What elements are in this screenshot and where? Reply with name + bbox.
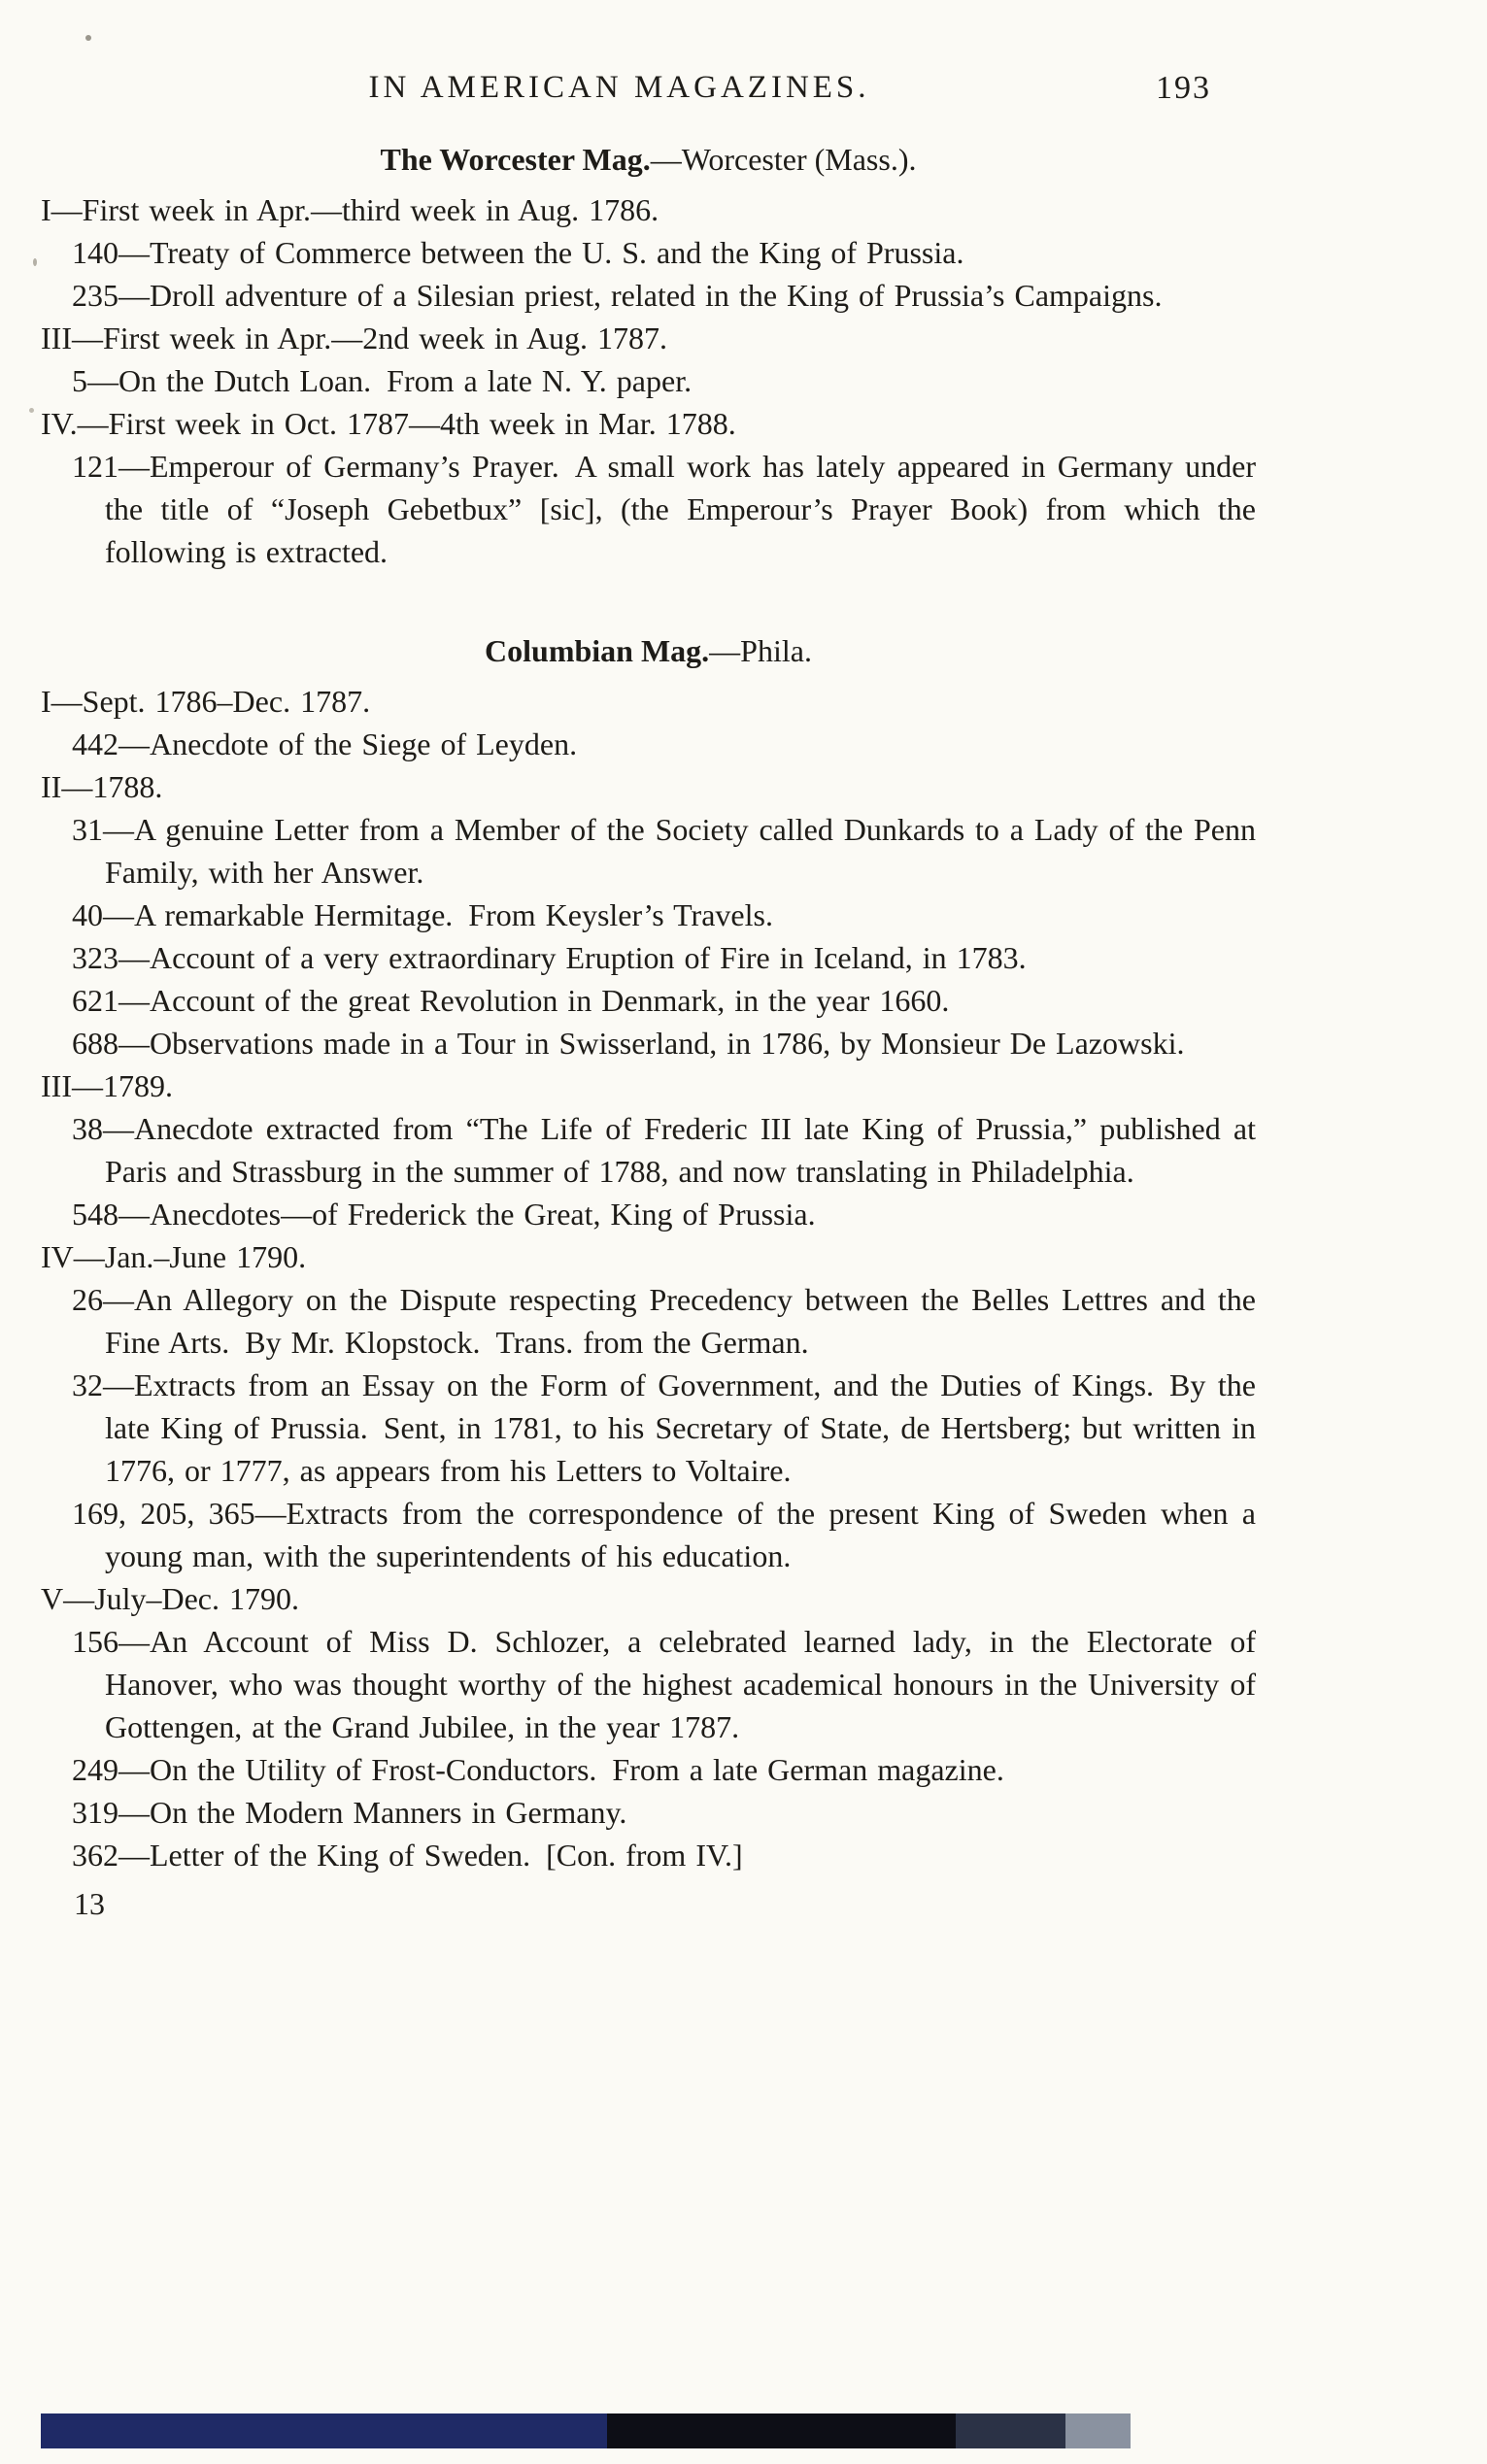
entry-article: 31—A genuine Letter from a Member of the Society called Dunkards to a Lady of the Penn Family, with her Answer. — [72, 812, 1256, 890]
entry-article: 442—Anecdote of the Siege of Leyden. — [72, 726, 578, 761]
scan-speck — [85, 35, 91, 41]
magazine-heading-worcester — [41, 138, 1256, 181]
strip-segment — [41, 2413, 607, 2448]
entry-volume: V—July–Dec. 1790. — [41, 1581, 299, 1616]
entry-article: 548—Anecdotes—of Frederick the Great, King of Prussia. — [72, 1197, 816, 1232]
magazine-title: Columbian Mag. — [485, 633, 710, 668]
entry-article: 323—Account of a very extraordinary Eruption of Fire in Iceland, in 1783. — [72, 940, 1027, 975]
entry-article: 249—On the Utility of Frost-Conductors. From a late German magazine. — [72, 1752, 1004, 1787]
entry-volume: I—Sept. 1786–Dec. 1787. — [41, 684, 371, 719]
strip-segment — [956, 2413, 1065, 2448]
entry-volume: III—First week in Apr.—2nd week in Aug. 1787. — [41, 321, 668, 355]
entry-article: 621—Account of the great Revolution in Denmark, in the year 1660. — [72, 983, 950, 1018]
page-header — [41, 70, 1256, 117]
entry-volume: IV—Jan.–June 1790. — [41, 1239, 307, 1274]
entry-article: 319—On the Modern Manners in Germany. — [72, 1795, 627, 1830]
entry-article: 235—Droll adventure of a Silesian priest, related in the King of Prussia’s Campaigns. — [72, 278, 1163, 313]
magazine-place: —Worcester (Mass.). — [650, 142, 917, 177]
scan-speck — [33, 258, 37, 266]
strip-segment — [607, 2413, 956, 2448]
strip-segment — [1065, 2413, 1131, 2448]
entry-article: 5—On the Dutch Loan. From a late N. Y. paper. — [72, 363, 693, 398]
running-title: IN AMERICAN MAGAZINES. — [368, 70, 870, 105]
page-number: 193 — [1156, 70, 1211, 106]
entry-article: 140—Treaty of Commerce between the U. S. and the King of Prussia. — [72, 235, 964, 270]
magazine-place: —Phila. — [709, 633, 812, 668]
entry-volume: III—1789. — [41, 1068, 173, 1103]
signature-mark: 13 — [74, 1886, 105, 1921]
magazine-title: The Worcester Mag. — [380, 142, 651, 177]
entry-article: 156—An Account of Miss D. Schlozer, a celebrated learned lady, in the Electorate of Hanover, who was thought worthy of the highest academical honours in the University of Gottengen, at the Grand Jubilee, in the year 1787. — [72, 1624, 1256, 1744]
entry-volume: I—First week in Apr.—third week in Aug. 1786. — [41, 192, 659, 227]
entry-volume: IV.—First week in Oct. 1787—4th week in Mar. 1788. — [41, 406, 736, 441]
entry-article: 169, 205, 365—Extracts from the correspondence of the present King of Sweden when a young man, with the superintendents of his education. — [72, 1496, 1256, 1573]
entry-article: 40—A remarkable Hermitage. From Keysler’s Travels. — [72, 897, 773, 932]
entry-article: 362—Letter of the King of Sweden. [Con. from IV.] — [72, 1838, 743, 1873]
entry-volume: II—1788. — [41, 769, 163, 804]
entry-article: 121—Emperour of Germany’s Prayer. A small work has lately appeared in Germany under the title of “Joseph Gebetbux” [sic], (the Emperour’s Prayer Book) from which the following is extracted. — [72, 449, 1256, 569]
scan-speck — [29, 408, 34, 413]
section-columbian-mag — [41, 629, 1256, 1876]
section-worcester-mag — [41, 138, 1256, 573]
entry-article: 26—An Allegory on the Dispute respecting Precedency between the Belles Lettres and the Fine Arts. By Mr. Klopstock. Trans. from the German. — [72, 1282, 1256, 1360]
entry-article: 32—Extracts from an Essay on the Form of Government, and the Duties of Kings. By the late King of Prussia. Sent, in 1781, to his Secretary of State, de Hertsberg; but written in 1776, or 1777, as appears from his Letters to Voltaire. — [72, 1367, 1256, 1488]
entry-article: 688—Observations made in a Tour in Swisserland, in 1786, by Monsieur De Lazowski. — [72, 1026, 1185, 1061]
entry-article: 38—Anecdote extracted from “The Life of Frederic III late King of Prussia,” published at Paris and Strassburg in the summer of 1788, and now translating in Philadelphia. — [72, 1111, 1256, 1189]
magazine-heading-columbian — [41, 629, 1256, 672]
scan-color-strip — [41, 2413, 1131, 2448]
